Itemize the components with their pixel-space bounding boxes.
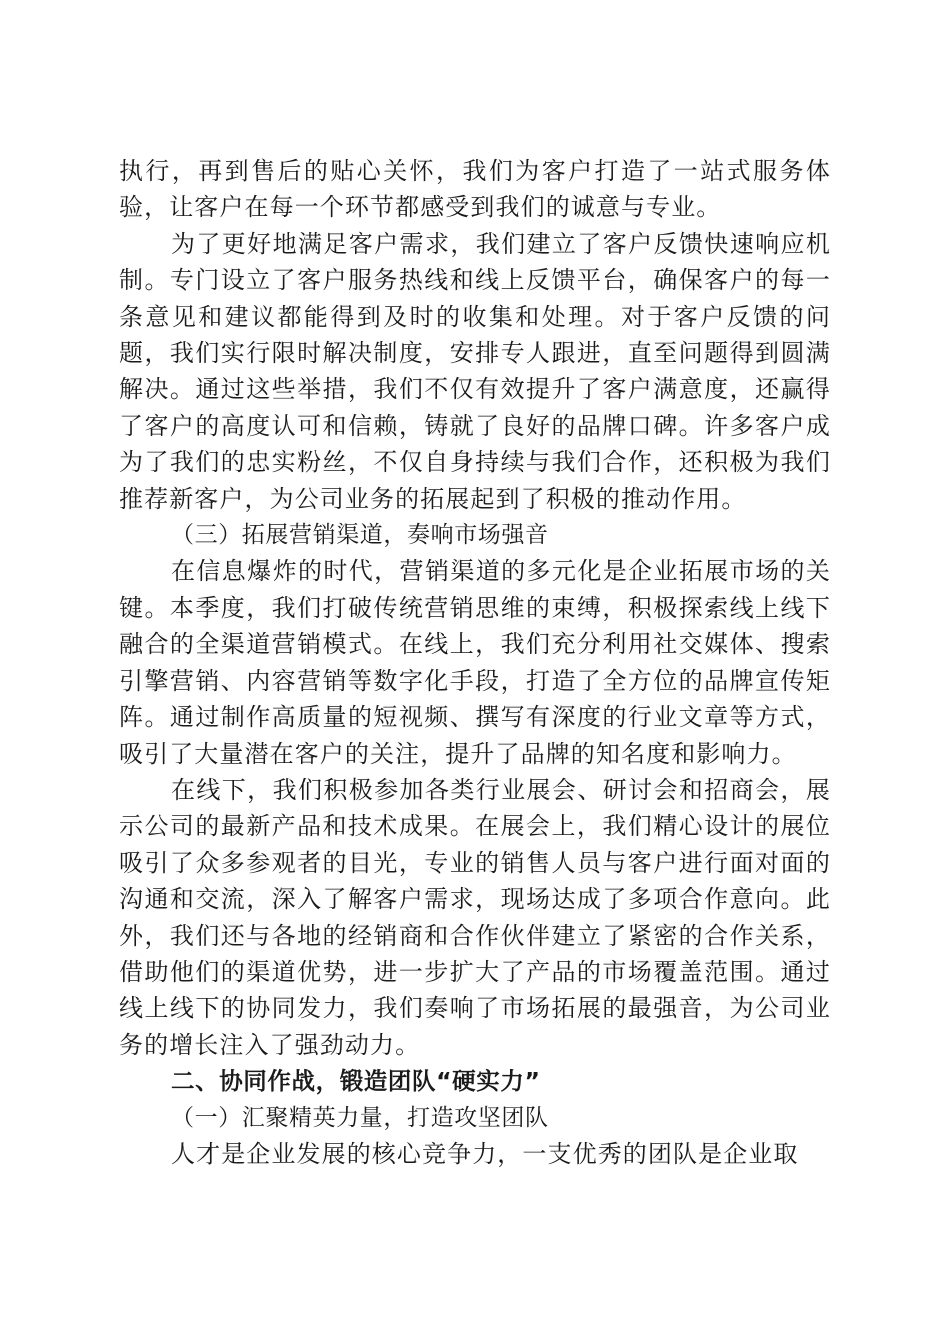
paragraph-offline-marketing: 在线下，我们积极参加各类行业展会、研讨会和招商会，展示公司的最新产品和技术成果。在展会上，我们精心设计的展位吸引了众多参观者的目光，专业的销售人员与客户进行面对面的沟通和交流，深入了解客户需求，现场达成了多项合作意向。此外，我们还与各地的经销商和合作伙伴建立了紧密的合作关系，借助他们的渠道优势，进一步扩大了产品的市场覆盖范围。通过线上线下的协同发力，我们奏响了市场拓展的最强音，为公司业务的增长注入了强劲动力。 bbox=[119, 775, 831, 1059]
paragraph-continuation: 执行，再到售后的贴心关怀，我们为客户打造了一站式服务体验，让客户在每一个环节都感受到我们的诚意与专业。 bbox=[119, 157, 831, 222]
paragraph-customer-feedback: 为了更好地满足客户需求，我们建立了客户反馈快速响应机制。专门设立了客户服务热线和线上反馈平台，确保客户的每一条意见和建议都能得到及时的收集和处理。对于客户反馈的问题，我们实行限时解决制度，安排专人跟进，直至问题得到圆满解决。通过这些举措，我们不仅有效提升了客户满意度，还赢得了客户的高度认可和信赖，铸就了良好的品牌口碑。许多客户成为了我们的忠实粉丝，不仅自身持续与我们合作，还积极为我们推荐新客户，为公司业务的拓展起到了积极的推动作用。 bbox=[119, 229, 831, 513]
document-body bbox=[119, 153, 831, 1172]
section-heading-elite-team: （一）汇聚精英力量，打造攻坚团队 bbox=[171, 1104, 549, 1131]
paragraph-online-marketing: 在信息爆炸的时代，营销渠道的多元化是企业拓展市场的关键。本季度，我们打破传统营销思维的束缚，积极探索线上线下融合的全渠道营销模式。在线上，我们充分利用社交媒体、搜索引擎营销、内容营销等数字化手段，打造了全方位的品牌宣传矩阵。通过制作高质量的短视频、撰写有深度的行业文章等方式，吸引了大量潜在客户的关注，提升了品牌的知名度和影响力。 bbox=[119, 557, 831, 768]
paragraph-talent: 人才是企业发展的核心竞争力，一支优秀的团队是企业取 bbox=[171, 1139, 799, 1168]
section-heading-marketing-channels: （三）拓展营销渠道，奏响市场强音 bbox=[171, 522, 549, 549]
chapter-heading-team: 二、协同作战，锻造团队“硬实力” bbox=[171, 1067, 541, 1096]
